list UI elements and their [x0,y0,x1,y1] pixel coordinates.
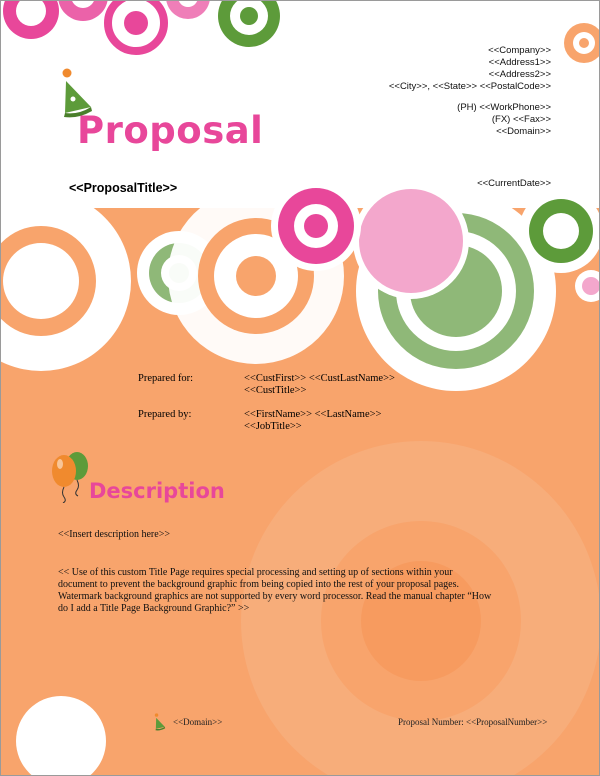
prepared-by-title: <<JobTitle>> [244,421,302,432]
prepared-by-name: <<FirstName>> <<LastName>> [244,409,382,420]
fax-number: (FX) <<Fax>> [491,114,551,125]
description-placeholder: <<Insert description here>> [58,529,170,540]
prepared-for-title: <<CustTitle>> [244,385,307,396]
proposal-number: Proposal Number: <<ProposalNumber>> [398,717,548,727]
company-domain: <<Domain>> [496,126,551,137]
note-line-3: Watermark background graphics are not supported by every word processor. Read the manual chapter “How [58,591,492,602]
prepared-for-name: <<CustFirst>> <<CustLastName>> [244,373,395,384]
city-state-postal: <<City>>, <<State>> <<PostalCode>> [388,81,551,92]
work-phone: (PH) <<WorkPhone>> [457,102,551,113]
prepared-for-label: Prepared for: [138,373,194,384]
current-date: <<CurrentDate>> [477,178,551,189]
company-name: <<Company>> [488,45,551,56]
footer-domain: <<Domain>> [173,717,223,727]
prepared-by-label: Prepared by: [138,409,192,420]
note-line-4: do I add a Title Page Background Graphic?” >> [58,603,250,614]
address-line-2: <<Address2>> [488,69,551,80]
description-heading: Description [89,479,225,503]
page-title: Proposal [77,109,264,152]
proposal-title: <<ProposalTitle>> [69,181,178,195]
note-line-2: document to prevent the background graphic from being copied into the rest of your proposal pages. [58,579,459,590]
footer-party-hat-icon [153,713,167,731]
address-line-1: <<Address1>> [488,57,551,68]
note-line-1: << Use of this custom Title Page requires special processing and setting up of sections within your [58,567,453,578]
balloons-icon [47,449,93,503]
